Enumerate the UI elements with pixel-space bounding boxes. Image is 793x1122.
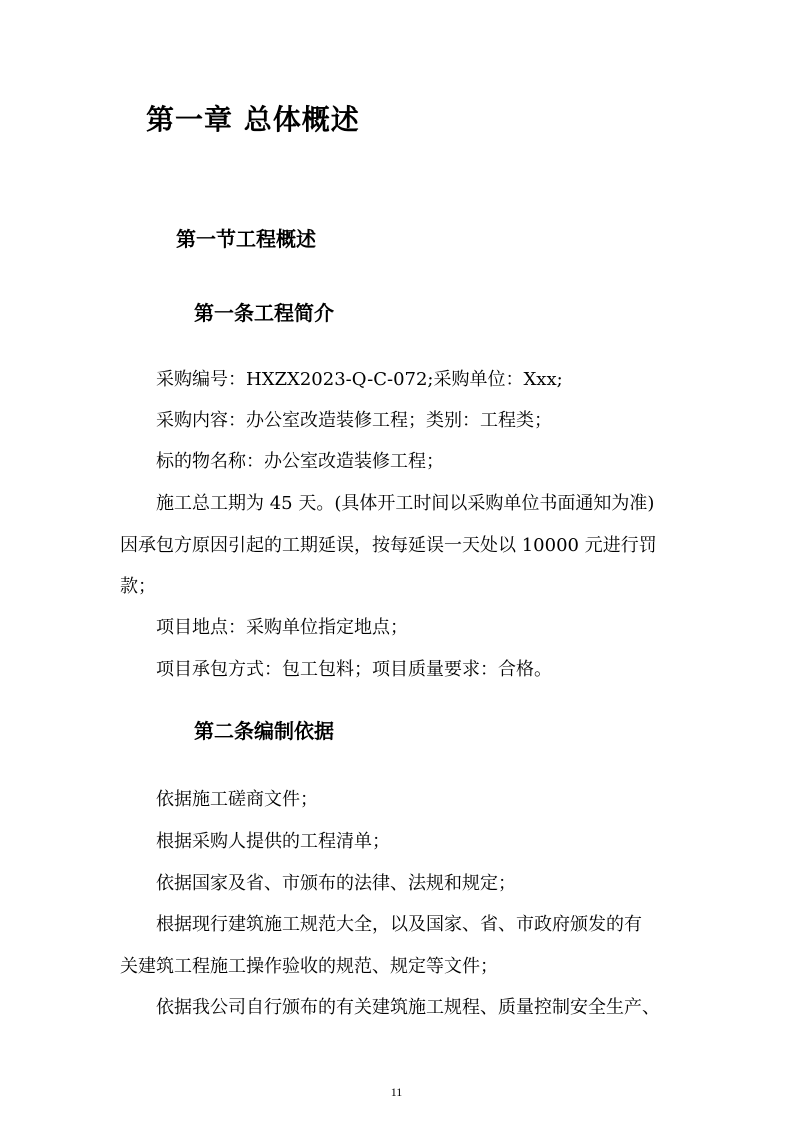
paragraph-line: 因承包方原因引起的工期延误，按每延误一天处以 10000 元进行罚 (120, 535, 657, 556)
paragraph-line: 款； (120, 576, 156, 597)
paragraph-line: 根据现行建筑施工规范大全，以及国家、省、市政府颁发的有 (156, 914, 642, 935)
paragraph-line: 依据我公司自行颁布的有关建筑施工规程、质量控制安全生产、 (156, 997, 660, 1018)
article-title-project-intro: 第一条工程简介 (194, 301, 334, 325)
paragraph-line: 采购编号：HXZX2023-Q-C-072;采购单位：Xxx; (156, 369, 563, 390)
paragraph-line: 根据采购人提供的工程清单； (156, 831, 390, 852)
paragraph-line: 依据国家及省、市颁布的法律、法规和规定； (156, 873, 516, 894)
paragraph-line: 施工总工期为 45 天。(具体开工时间以采购单位书面通知为准) (156, 493, 655, 514)
paragraph-line: 采购内容：办公室改造装修工程；类别：工程类； (156, 410, 552, 431)
paragraph-line: 关建筑工程施工操作验收的规范、规定等文件； (120, 956, 498, 977)
page-number: 11 (390, 1085, 403, 1099)
paragraph-line: 依据施工磋商文件； (156, 789, 318, 810)
article-title-basis: 第二条编制依据 (194, 719, 334, 743)
paragraph-line: 项目地点：采购单位指定地点； (156, 617, 408, 638)
section-title: 第一节工程概述 (176, 227, 316, 251)
paragraph-line: 项目承包方式：包工包料；项目质量要求：合格。 (156, 659, 552, 680)
chapter-title: 第一章 总体概述 (146, 103, 360, 136)
paragraph-line: 标的物名称：办公室改造装修工程； (156, 451, 444, 472)
